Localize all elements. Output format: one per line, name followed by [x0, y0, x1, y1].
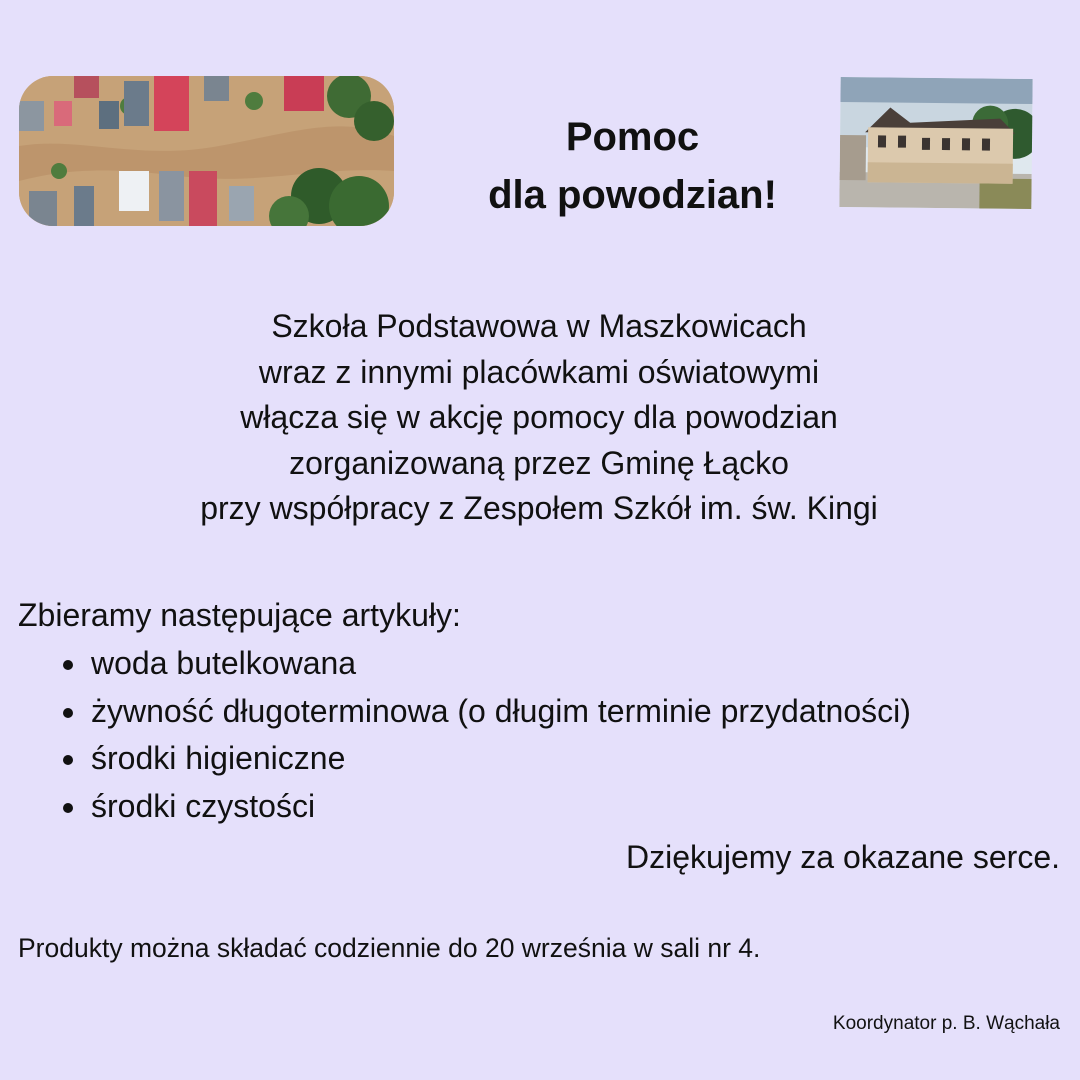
list-item-label: woda butelkowana [91, 645, 357, 681]
list-item [60, 735, 911, 783]
list-item-label: żywność długoterminowa (o długim terminie przydatności) [91, 692, 911, 729]
intro-line: przy współpracy z Zespołem Szkół im. św. Kingi [200, 490, 878, 526]
coordinator-signature: Koordynator p. B. Wąchała [832, 1013, 1060, 1034]
school-building-photo [839, 77, 1032, 209]
title-line-1: Pomoc [565, 115, 700, 159]
list-item [60, 783, 911, 831]
flooded-town-aerial-photo [19, 76, 394, 226]
thank-you-note: Dziękujemy za okazane serce. [626, 839, 1060, 875]
intro-line: włącza się w akcję pomocy dla powodzian [240, 399, 838, 435]
intro-paragraph [0, 304, 1078, 532]
title-line-2: dla powodzian! [488, 173, 777, 217]
bullet-icon [63, 803, 73, 813]
list-item-label: środki czystości [91, 787, 316, 824]
drop-off-info: Produkty można składać codziennie do 20 września w sali nr 4. [18, 933, 761, 963]
collection-heading: Zbieramy następujące artykuły: [18, 597, 461, 633]
collection-list [60, 640, 911, 830]
bullet-icon [63, 660, 73, 670]
intro-line: Szkoła Podstawowa w Maszkowicach [271, 308, 807, 344]
list-item [60, 688, 911, 736]
list-item-label: środki higieniczne [91, 740, 346, 776]
list-item [60, 640, 911, 688]
intro-line: zorganizowaną przez Gminę Łącko [289, 444, 789, 481]
page-title [420, 108, 845, 224]
bullet-icon [63, 755, 73, 765]
intro-line: wraz z innymi placówkami oświatowymi [258, 353, 820, 390]
bullet-icon [63, 708, 73, 718]
